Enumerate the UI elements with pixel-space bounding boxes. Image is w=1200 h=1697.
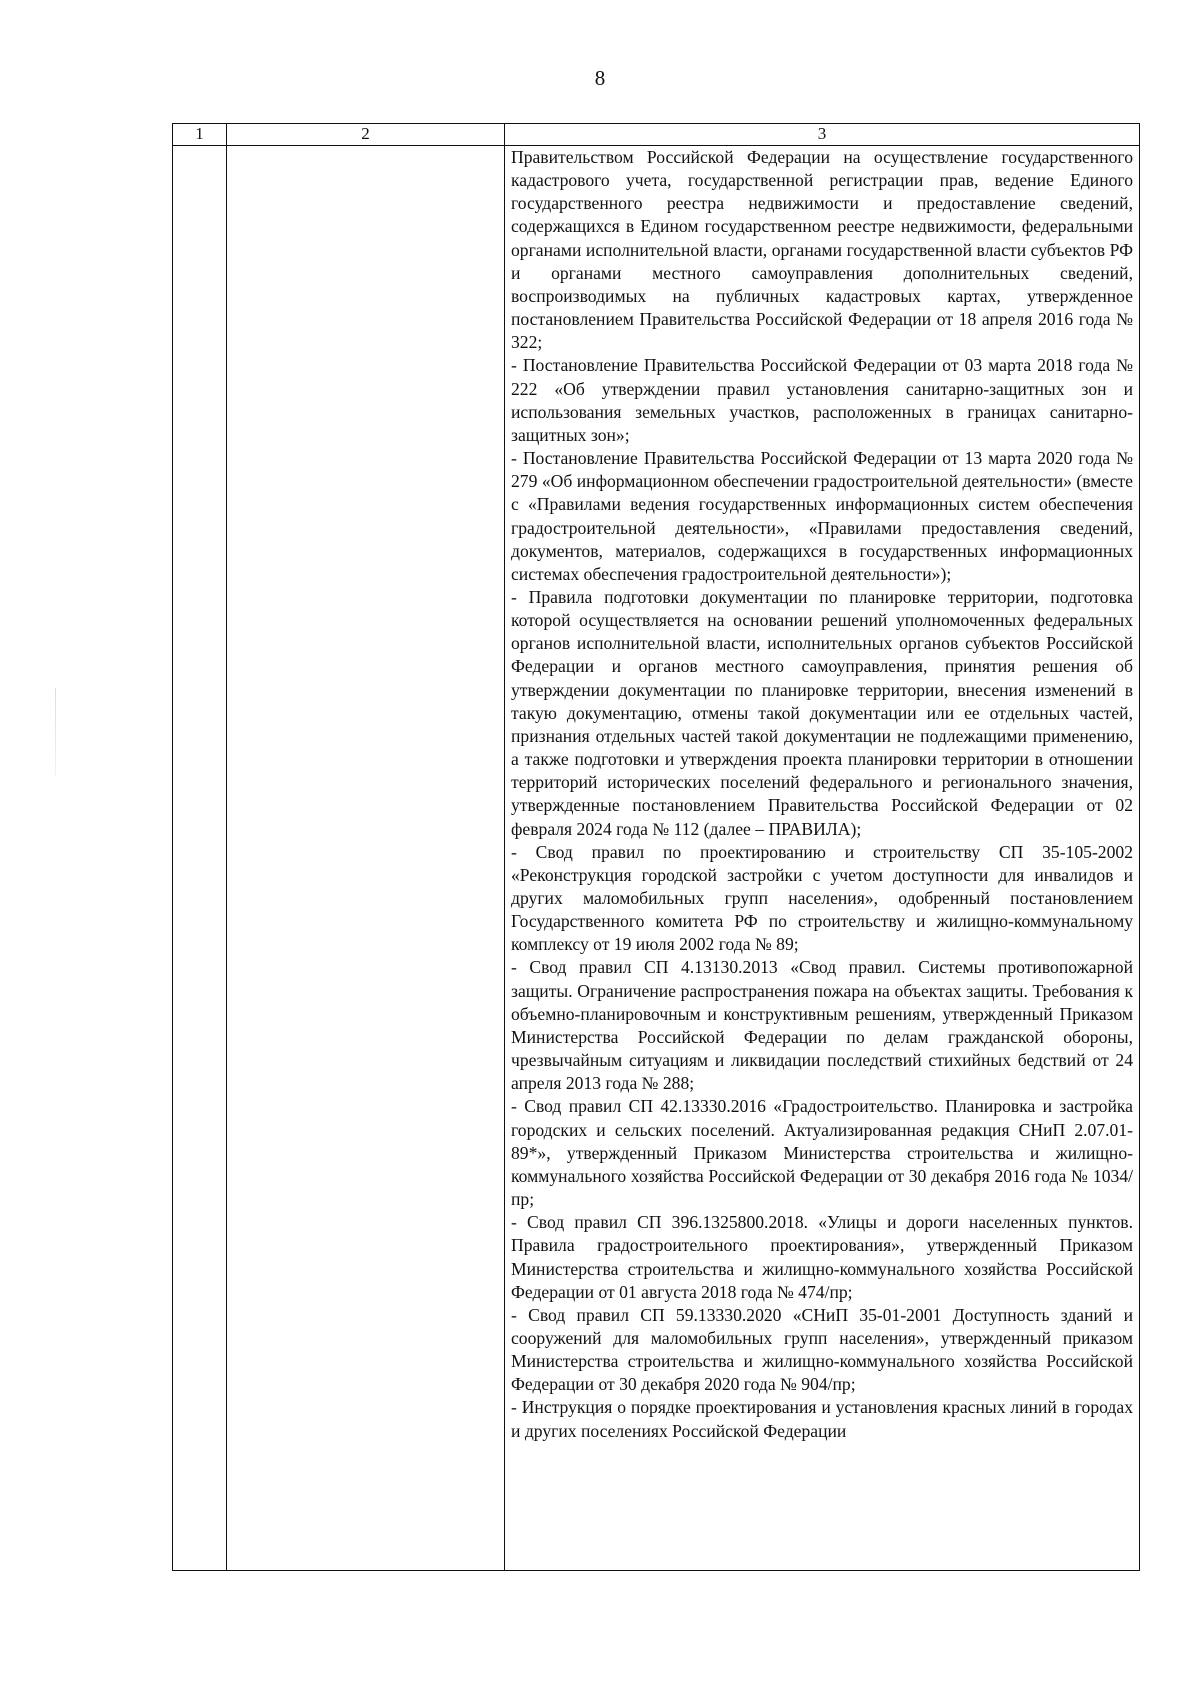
reference-item: - Свод правил СП 59.13330.2020 «СНиП 35-01-2001 Доступность зданий и сооружений для маломобильных групп населения», утвержденный приказом Министерства строительства и жилищно-коммунального хозяйства Российской Федерации от 30 декабря 2020 года № 904/пр;	[511, 1304, 1133, 1395]
scan-artifact	[55, 688, 56, 776]
column-header-3: 3	[505, 124, 1140, 146]
reference-item: - Свод правил СП 396.1325800.2018. «Улицы и дороги населенных пунктов. Правила градостроительного проектирования», утвержденный Приказом Министерства строительства и жилищно-коммунального хозяйства Российской Федерации от 01 августа 2018 года № 474/пр;	[511, 1212, 1133, 1302]
reference-item: - Постановление Правительства Российской Федерации от 13 марта 2020 года № 279 «Об информационном обеспечении градостроительной деятельности» (вместе с «Правилами ведения государственных информационных систем обеспечения градостроительной деятельности», «Правилами предоставления сведений, документов, материалов, содержащихся в государственных информационных системах обеспечения градостроительной деятельности»);	[511, 448, 1133, 584]
reference-item: - Правила подготовки документации по планировке территории, подготовка которой осуществляется на основании решений уполномоченных федеральных органов исполнительной власти, исполнительных органов субъектов Российской Федерации и органов местного самоуправления, принятия решения об утверждении документации по планировке территории, внесения изменений в такую документацию, отмены такой документации или ее отдельных частей, признания отдельных частей такой документации не подлежащими применению, а также подготовки и утверждения проекта планировки территории в отношении территорий исторических поселений федерального и регионального значения, утвержденные постановлением Правительства Российской Федерации от 02 февраля 2024 года № 112 (далее – ПРАВИЛА);	[511, 586, 1133, 839]
reference-item: Правительством Российской Федерации на осуществление государственного кадастрового учета, государственной регистрации прав, ведение Единого государственного реестра недвижимости и предоставление сведений, содержащихся в Едином государственном реестре недвижимости, федеральными органами исполнительной власти, органами государственной власти субъектов РФ и органами местного самоуправления дополнительных сведений, воспроизводимых на публичных кадастровых картах, утвержденное постановлением Правительства Российской Федерации от 18 апреля 2016 года № 322;	[511, 147, 1133, 353]
table-header-row	[173, 124, 1140, 146]
column-header-1: 1	[173, 124, 227, 146]
reference-item: - Свод правил по проектированию и строительству СП 35-105-2002 «Реконструкция городской застройки с учетом доступности для инвалидов и других маломобильных групп населения», одобренный постановлением Государственного комитета РФ по строительству и жилищно-коммунальному комплексу от 19 июля 2002 года № 89;	[511, 841, 1133, 955]
cell-column-1	[173, 146, 227, 1571]
column-header-2: 2	[227, 124, 505, 146]
reference-item: - Постановление Правительства Российской Федерации от 03 марта 2018 года № 222 «Об утверждении правил установления санитарно-защитных зон и использования земельных участков, расположенных в границах санитарно-защитных зон»;	[511, 355, 1133, 445]
cell-column-3	[505, 146, 1140, 1571]
table-row	[173, 146, 1140, 1571]
page-number: 8	[594, 66, 606, 90]
document-table	[172, 123, 1140, 1571]
legal-references-list	[511, 146, 1133, 1443]
reference-item: - Свод правил СП 4.13130.2013 «Свод правил. Системы противопожарной защиты. Ограничение распространения пожара на объектах защиты. Требования к объемно-планировочным и конструктивным решениям, утвержденный Приказом Министерства Российской Федерации по делам гражданской обороны, чрезвычайным ситуациям и ликвидации последствий стихийных бедствий от 24 апреля 2013 года № 288;	[511, 957, 1133, 1094]
reference-item: - Инструкция о порядке проектирования и установления красных линий в городах и других поселениях Российской Федерации	[511, 1397, 1133, 1441]
cell-column-2	[227, 146, 505, 1571]
reference-item: - Свод правил СП 42.13330.2016 «Градостроительство. Планировка и застройка городских и сельских поселений. Актуализированная редакция СНиП 2.07.01-89*», утвержденный Приказом Министерства строительства и жилищно-коммунального хозяйства Российской Федерации от 30 декабря 2016 года № 1034/пр;	[511, 1096, 1133, 1210]
